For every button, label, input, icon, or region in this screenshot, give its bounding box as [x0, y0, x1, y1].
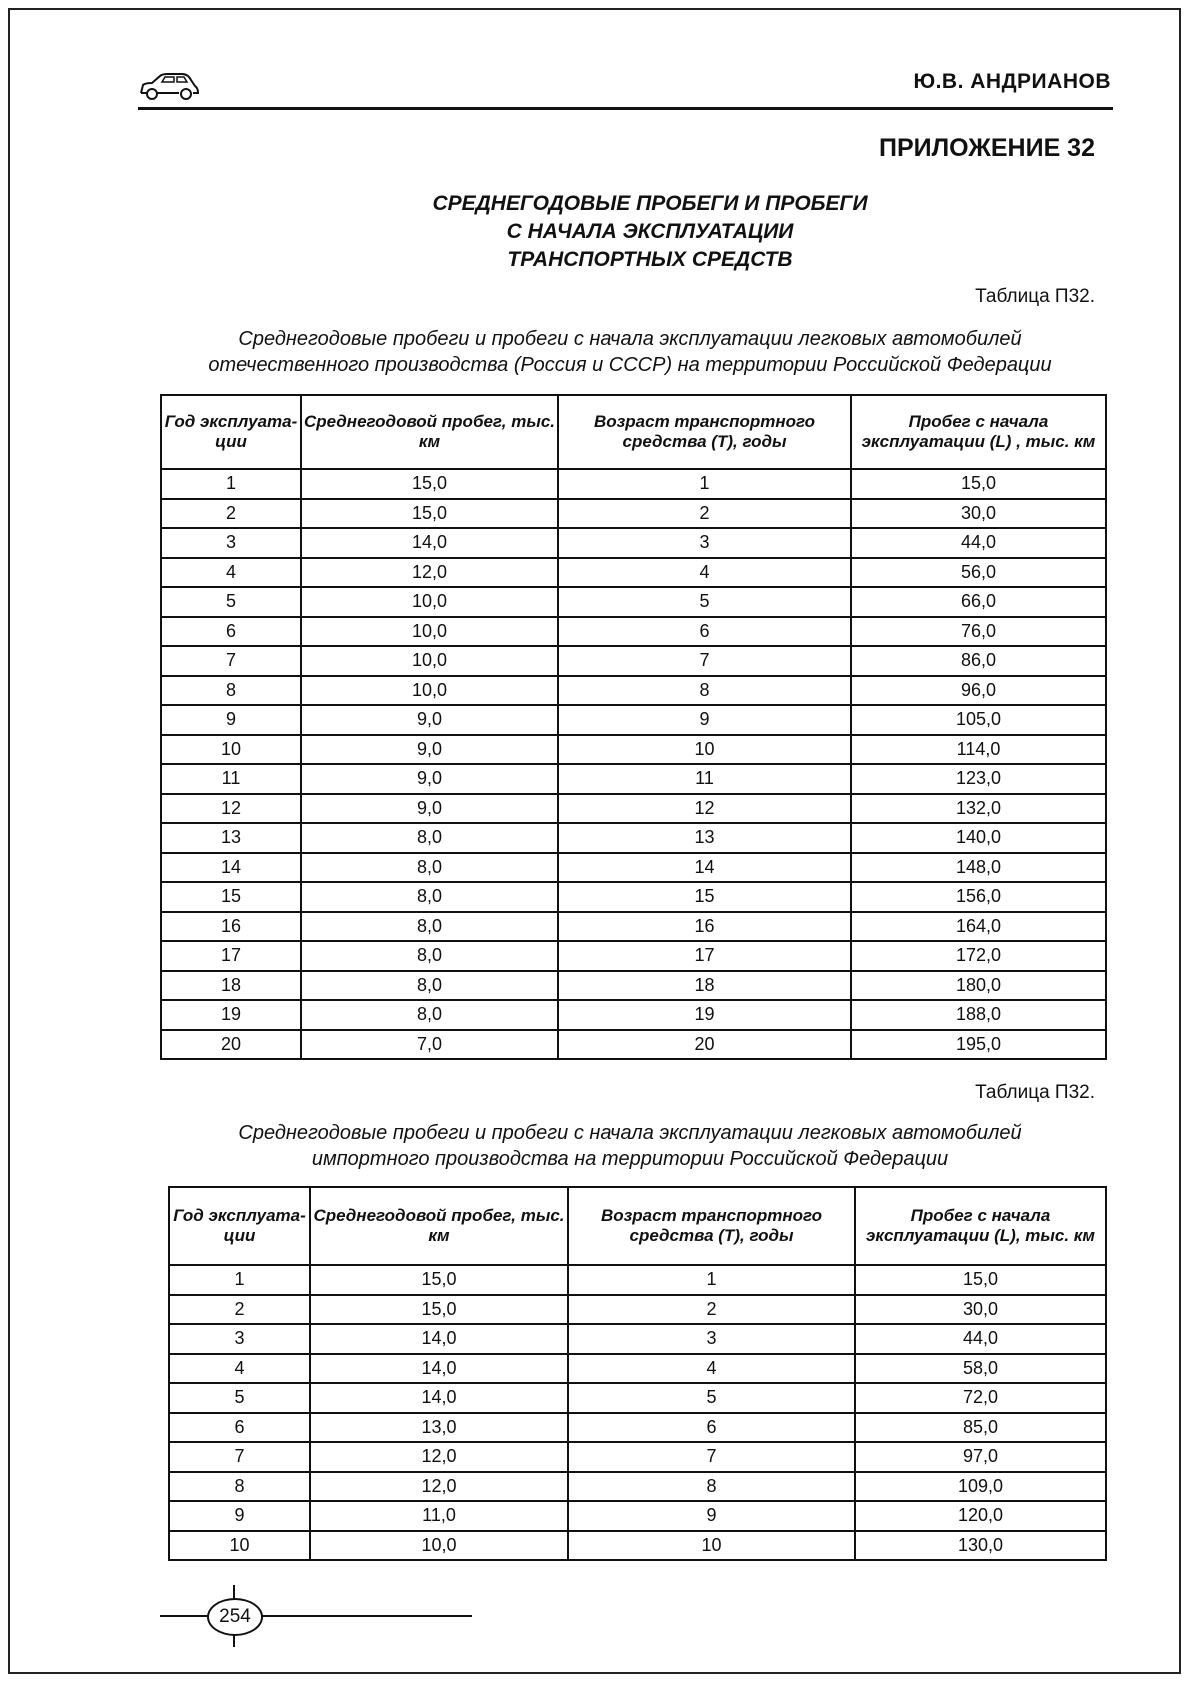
cell-total-mileage: 188,0	[851, 1000, 1106, 1030]
cell-annual-mileage: 10,0	[301, 646, 558, 676]
cell-vehicle-age: 7	[568, 1442, 855, 1472]
cell-annual-mileage: 14,0	[301, 528, 558, 558]
cell-year: 3	[161, 528, 301, 558]
cell-vehicle-age: 10	[558, 735, 851, 765]
cell-year: 12	[161, 794, 301, 824]
header-annual-mileage: Среднегодовой пробег, тыс. км	[301, 395, 558, 469]
cell-total-mileage: 180,0	[851, 971, 1106, 1001]
cell-annual-mileage: 10,0	[301, 676, 558, 706]
cell-vehicle-age: 14	[558, 853, 851, 883]
table-row	[169, 1354, 1106, 1384]
cell-year: 1	[169, 1265, 310, 1295]
cell-annual-mileage: 15,0	[301, 499, 558, 529]
cell-annual-mileage: 9,0	[301, 794, 558, 824]
cell-annual-mileage: 8,0	[301, 1000, 558, 1030]
cell-vehicle-age: 3	[558, 528, 851, 558]
cell-total-mileage: 156,0	[851, 882, 1106, 912]
cell-annual-mileage: 12,0	[310, 1442, 568, 1472]
main-title-line: ТРАНСПОРТНЫХ СРЕДСТВ	[507, 248, 793, 271]
cell-year: 3	[169, 1324, 310, 1354]
cell-annual-mileage: 14,0	[310, 1324, 568, 1354]
table-row	[169, 1324, 1106, 1354]
cell-vehicle-age: 1	[568, 1265, 855, 1295]
cell-annual-mileage: 8,0	[301, 941, 558, 971]
table-row	[161, 676, 1106, 706]
table2	[168, 1186, 1107, 1561]
cell-annual-mileage: 9,0	[301, 735, 558, 765]
cell-total-mileage: 85,0	[855, 1413, 1106, 1443]
cell-total-mileage: 56,0	[851, 558, 1106, 588]
table-header-row	[161, 395, 1106, 469]
cell-year: 9	[169, 1501, 310, 1531]
table-row	[161, 823, 1106, 853]
author-name: Ю.В. АНДРИАНОВ	[913, 70, 1111, 93]
table-row	[169, 1413, 1106, 1443]
appendix-title: ПРИЛОЖЕНИЕ 32	[879, 134, 1095, 162]
cell-total-mileage: 195,0	[851, 1030, 1106, 1060]
cell-vehicle-age: 6	[558, 617, 851, 647]
cell-year: 1	[161, 469, 301, 499]
cell-vehicle-age: 16	[558, 912, 851, 942]
cell-year: 5	[169, 1383, 310, 1413]
cell-vehicle-age: 2	[568, 1295, 855, 1325]
cell-vehicle-age: 8	[568, 1472, 855, 1502]
cell-vehicle-age: 3	[568, 1324, 855, 1354]
page-number: 254	[207, 1598, 263, 1636]
cell-vehicle-age: 9	[568, 1501, 855, 1531]
cell-year: 16	[161, 912, 301, 942]
table-row	[161, 587, 1106, 617]
main-title-line: С НАЧАЛА ЭКСПЛУАТАЦИИ	[506, 220, 794, 243]
cell-year: 8	[169, 1472, 310, 1502]
cell-vehicle-age: 6	[568, 1413, 855, 1443]
cell-total-mileage: 15,0	[851, 469, 1106, 499]
table-row	[161, 853, 1106, 883]
table2-caption	[150, 1120, 1110, 1172]
table1-caption	[150, 326, 1110, 378]
cell-annual-mileage: 15,0	[310, 1295, 568, 1325]
header-year: Год эксплуата-ции	[161, 395, 301, 469]
cell-year: 20	[161, 1030, 301, 1060]
cell-annual-mileage: 13,0	[310, 1413, 568, 1443]
cell-annual-mileage: 8,0	[301, 912, 558, 942]
table-row	[169, 1295, 1106, 1325]
cell-vehicle-age: 8	[558, 676, 851, 706]
table-row	[169, 1383, 1106, 1413]
cell-year: 7	[169, 1442, 310, 1472]
table-row	[169, 1472, 1106, 1502]
cell-year: 2	[161, 499, 301, 529]
cell-total-mileage: 172,0	[851, 941, 1106, 971]
cell-total-mileage: 97,0	[855, 1442, 1106, 1472]
cell-vehicle-age: 2	[558, 499, 851, 529]
cell-annual-mileage: 8,0	[301, 971, 558, 1001]
cell-total-mileage: 72,0	[855, 1383, 1106, 1413]
cell-annual-mileage: 15,0	[310, 1265, 568, 1295]
cell-total-mileage: 86,0	[851, 646, 1106, 676]
caption-line: Среднегодовые пробеги и пробеги с начала эксплуатации легковых автомобилей	[238, 328, 1022, 350]
cell-total-mileage: 15,0	[855, 1265, 1106, 1295]
table-row	[169, 1531, 1106, 1561]
cell-total-mileage: 66,0	[851, 587, 1106, 617]
cell-annual-mileage: 8,0	[301, 823, 558, 853]
cell-vehicle-age: 10	[568, 1531, 855, 1561]
cell-annual-mileage: 10,0	[301, 587, 558, 617]
header-total-mileage: Пробег с начала эксплуатации (L), тыс. км	[855, 1187, 1106, 1265]
cell-vehicle-age: 5	[568, 1383, 855, 1413]
table1	[160, 394, 1107, 1060]
cell-total-mileage: 44,0	[851, 528, 1106, 558]
cell-vehicle-age: 19	[558, 1000, 851, 1030]
cell-annual-mileage: 12,0	[310, 1472, 568, 1502]
caption-line: Среднегодовые пробеги и пробеги с начала эксплуатации легковых автомобилей	[238, 1122, 1022, 1144]
cell-year: 13	[161, 823, 301, 853]
cell-year: 9	[161, 705, 301, 735]
table-row	[161, 705, 1106, 735]
cell-year: 4	[161, 558, 301, 588]
cell-vehicle-age: 4	[568, 1354, 855, 1384]
cell-annual-mileage: 9,0	[301, 764, 558, 794]
cell-vehicle-age: 17	[558, 941, 851, 971]
cell-year: 10	[169, 1531, 310, 1561]
cell-vehicle-age: 7	[558, 646, 851, 676]
cell-year: 6	[169, 1413, 310, 1443]
cell-year: 6	[161, 617, 301, 647]
cell-year: 15	[161, 882, 301, 912]
table-row	[161, 1030, 1106, 1060]
cell-annual-mileage: 12,0	[301, 558, 558, 588]
cell-year: 18	[161, 971, 301, 1001]
cell-vehicle-age: 5	[558, 587, 851, 617]
header-vehicle-age: Возраст транспортного средства (Т), годы	[558, 395, 851, 469]
cell-annual-mileage: 8,0	[301, 853, 558, 883]
table-row	[161, 882, 1106, 912]
cell-total-mileage: 148,0	[851, 853, 1106, 883]
table-row	[161, 912, 1106, 942]
cell-total-mileage: 44,0	[855, 1324, 1106, 1354]
table-row	[161, 617, 1106, 647]
cell-annual-mileage: 11,0	[310, 1501, 568, 1531]
cell-total-mileage: 105,0	[851, 705, 1106, 735]
header-year: Год эксплуата-ции	[169, 1187, 310, 1265]
table-row	[161, 646, 1106, 676]
cell-annual-mileage: 9,0	[301, 705, 558, 735]
cell-vehicle-age: 15	[558, 882, 851, 912]
header-total-mileage: Пробег с начала эксплуатации (L) , тыс. км	[851, 395, 1106, 469]
table-row	[161, 794, 1106, 824]
cell-year: 10	[161, 735, 301, 765]
main-title-line: СРЕДНЕГОДОВЫЕ ПРОБЕГИ И ПРОБЕГИ	[432, 192, 868, 215]
car-icon	[138, 72, 200, 102]
table-row	[161, 764, 1106, 794]
table-row	[169, 1501, 1106, 1531]
cell-total-mileage: 164,0	[851, 912, 1106, 942]
cell-total-mileage: 140,0	[851, 823, 1106, 853]
cell-total-mileage: 120,0	[855, 1501, 1106, 1531]
header-rule	[138, 107, 1113, 110]
cell-year: 11	[161, 764, 301, 794]
cell-vehicle-age: 12	[558, 794, 851, 824]
cell-vehicle-age: 1	[558, 469, 851, 499]
cell-annual-mileage: 10,0	[301, 617, 558, 647]
cell-total-mileage: 76,0	[851, 617, 1106, 647]
cell-vehicle-age: 18	[558, 971, 851, 1001]
cell-total-mileage: 123,0	[851, 764, 1106, 794]
cell-total-mileage: 96,0	[851, 676, 1106, 706]
table-row	[161, 941, 1106, 971]
table-row	[161, 735, 1106, 765]
cell-year: 19	[161, 1000, 301, 1030]
cell-vehicle-age: 20	[558, 1030, 851, 1060]
table-row	[161, 558, 1106, 588]
table-row	[161, 1000, 1106, 1030]
cell-annual-mileage: 14,0	[310, 1383, 568, 1413]
cell-annual-mileage: 15,0	[301, 469, 558, 499]
cell-total-mileage: 58,0	[855, 1354, 1106, 1384]
table-row	[161, 528, 1106, 558]
cell-total-mileage: 114,0	[851, 735, 1106, 765]
cell-total-mileage: 109,0	[855, 1472, 1106, 1502]
cell-vehicle-age: 13	[558, 823, 851, 853]
cell-total-mileage: 30,0	[851, 499, 1106, 529]
table-header-row	[169, 1187, 1106, 1265]
table-row	[161, 469, 1106, 499]
table-row	[169, 1442, 1106, 1472]
cell-annual-mileage: 7,0	[301, 1030, 558, 1060]
cell-year: 14	[161, 853, 301, 883]
cell-year: 5	[161, 587, 301, 617]
cell-year: 7	[161, 646, 301, 676]
table2-label: Таблица П32.	[975, 1082, 1095, 1103]
cell-vehicle-age: 4	[558, 558, 851, 588]
table-row	[161, 499, 1106, 529]
table-row	[169, 1265, 1106, 1295]
cell-total-mileage: 30,0	[855, 1295, 1106, 1325]
cell-year: 2	[169, 1295, 310, 1325]
cell-total-mileage: 130,0	[855, 1531, 1106, 1561]
cell-vehicle-age: 9	[558, 705, 851, 735]
cell-vehicle-age: 11	[558, 764, 851, 794]
table1-label: Таблица П32.	[975, 286, 1095, 307]
cell-annual-mileage: 14,0	[310, 1354, 568, 1384]
cell-year: 4	[169, 1354, 310, 1384]
cell-annual-mileage: 10,0	[310, 1531, 568, 1561]
header-annual-mileage: Среднегодовой пробег, тыс. км	[310, 1187, 568, 1265]
cell-year: 8	[161, 676, 301, 706]
header-vehicle-age: Возраст транспортного средства (Т), годы	[568, 1187, 855, 1265]
cell-annual-mileage: 8,0	[301, 882, 558, 912]
caption-line: отечественного производства (Россия и СССР) на территории Российской Федерации	[208, 354, 1052, 376]
table-row	[161, 971, 1106, 1001]
cell-year: 17	[161, 941, 301, 971]
caption-line: импортного производства на территории Российской Федерации	[311, 1148, 949, 1170]
main-title	[300, 190, 1000, 274]
running-header	[138, 64, 1113, 110]
cell-total-mileage: 132,0	[851, 794, 1106, 824]
